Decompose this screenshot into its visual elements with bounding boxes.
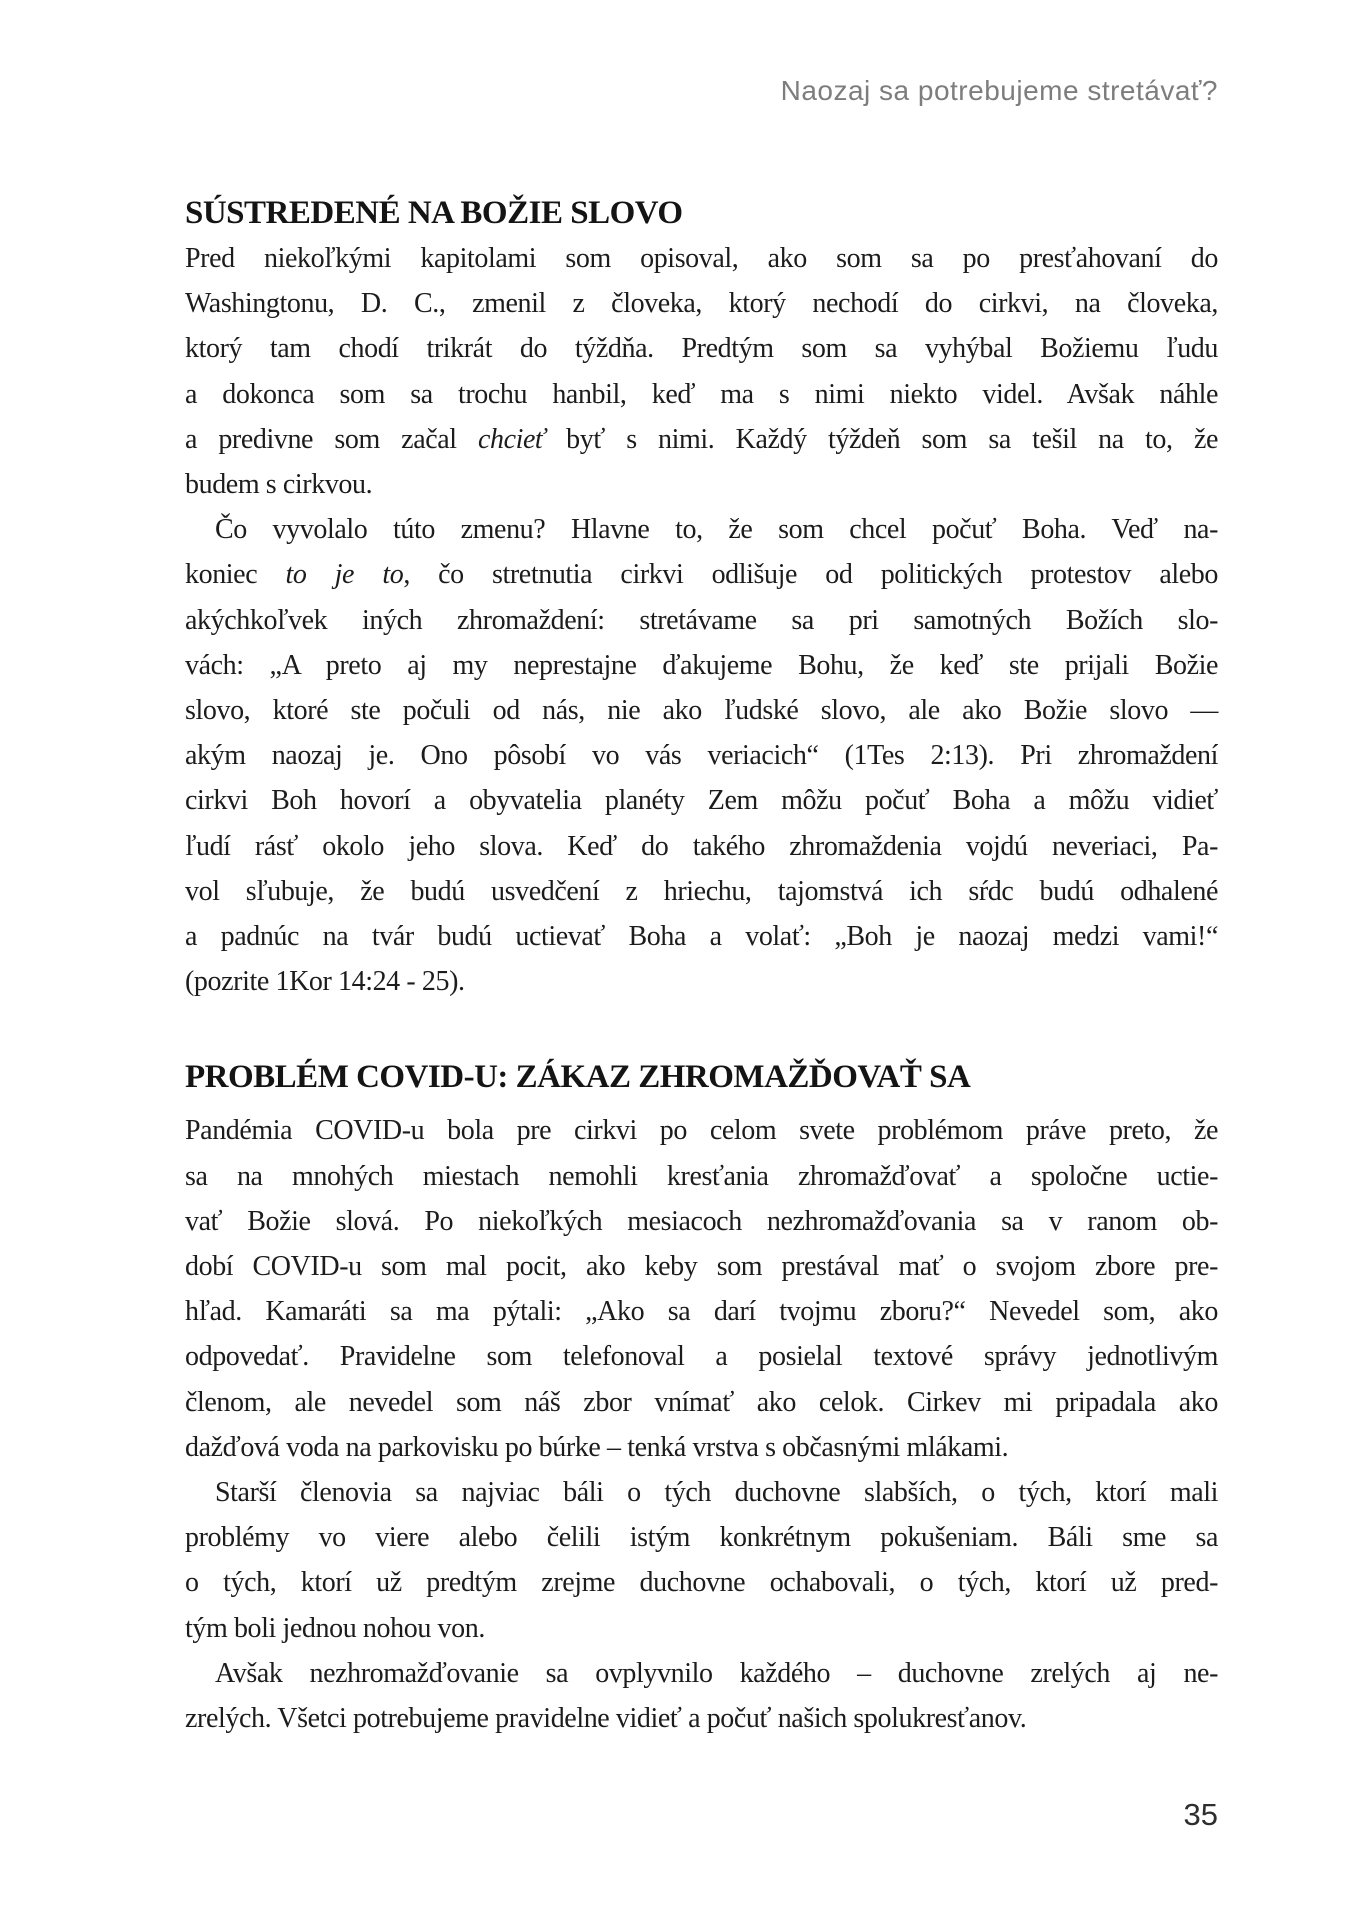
body-line: Starší členovia sa najviac báli o tých duchovne slabších, o tých, ktorí mali	[215, 1477, 1218, 1509]
running-header: Naozaj sa potrebujeme stretávať?	[780, 75, 1218, 106]
body-line: Avšak nezhromažďovanie sa ovplyvnilo každého – duchovne zrelých aj ne-	[215, 1657, 1218, 1689]
body-line: sa na mnohých miestach nemohli kresťania zhromažďovať a spoločne uctie-	[185, 1160, 1218, 1192]
body-line: vať Božie slová. Po niekoľkých mesiacoch nezhromažďovania sa v ranom ob-	[185, 1205, 1218, 1237]
section	[185, 1054, 1218, 1741]
body-line: o tých, ktorí už predtým zrejme duchovne ochabovali, o tých, ktorí už pred-	[185, 1567, 1218, 1599]
body-line: tým boli jednou nohou von.	[185, 1612, 485, 1644]
body-line: budem s cirkvou.	[185, 469, 373, 501]
body-line: Pandémia COVID-u bola pre cirkvi po celom svete problémom práve preto, že	[185, 1115, 1218, 1147]
paragraph	[185, 1108, 1218, 1470]
body-line: Čo vyvolalo túto zmenu? Hlavne to, že som chcel počuť Boha. Veď na-	[215, 514, 1218, 546]
body-line: (pozrite 1Kor 14:24 - 25).	[185, 966, 465, 998]
body-line: členom, ale nevedel som náš zbor vnímať ako celok. Cirkev mi pripadala ako	[185, 1386, 1218, 1418]
section-heading: PROBLÉM COVID-U: ZÁKAZ ZHROMAŽĎOVAŤ SA	[185, 1059, 971, 1096]
paragraph	[185, 1651, 1218, 1741]
page-number: 35	[1183, 1797, 1218, 1832]
section-heading: SÚSTREDENÉ NA BOŽIE SLOVO	[185, 195, 683, 231]
sections-container	[185, 190, 1218, 1741]
body-line: koniec to je to, čo stretnutia cirkvi odlišuje od politických protestov alebo	[185, 559, 1218, 591]
body-line: zrelých. Všetci potrebujeme pravidelne vidieť a počuť našich spolukresťanov.	[185, 1703, 1027, 1735]
body-line: dažďová voda na parkovisku po búrke – tenká vrstva s občasnými mlákami.	[185, 1431, 1009, 1463]
body-line: vách: „A preto aj my neprestajne ďakujeme Bohu, že keď ste prijali Božie	[185, 649, 1218, 681]
body-line: hľad. Kamaráti sa ma pýtali: „Ako sa darí tvojmu zboru?“ Nevedel som, ako	[185, 1296, 1218, 1328]
paragraph	[185, 1470, 1218, 1651]
body-line: Pred niekoľkými kapitolami som opisoval, ako som sa po presťahovaní do	[185, 243, 1218, 274]
body-line: akýchkoľvek iných zhromaždení: stretávame sa pri samotných Božích slo-	[185, 604, 1218, 636]
body-line: a dokonca som sa trochu hanbil, keď ma s nimi niekto videl. Avšak náhle	[185, 378, 1218, 410]
body-line: dobí COVID-u som mal pocit, ako keby som prestával mať o svojom zbore pre-	[185, 1251, 1218, 1283]
paragraph	[185, 236, 1218, 507]
body-line: odpovedať. Pravidelne som telefonoval a posielal textové správy jednotlivým	[185, 1341, 1218, 1373]
body-line: a predivne som začal chcieť byť s nimi. Každý týždeň som sa tešil na to, že	[185, 423, 1218, 455]
paragraph	[185, 507, 1218, 1004]
text-block	[185, 0, 1218, 1741]
body-line: a padnúc na tvár budú uctievať Boha a volať: „Boh je naozaj medzi vami!“	[185, 921, 1218, 953]
body-line: slovo, ktoré ste počuli od nás, nie ako ľudské slovo, ale ako Božie slovo —	[185, 695, 1218, 727]
body-line: ktorý tam chodí trikrát do týždňa. Predtým som sa vyhýbal Božiemu ľudu	[185, 333, 1218, 365]
body-line: cirkvi Boh hovorí a obyvatelia planéty Zem môžu počuť Boha a môžu vidieť	[185, 785, 1218, 817]
section	[185, 190, 1218, 1004]
body-line: Washingtonu, D. C., zmenil z človeka, ktorý nechodí do cirkvi, na človeka,	[185, 288, 1218, 320]
body-line: ľudí rásť okolo jeho slova. Keď do takého zhromaždenia vojdú neveriaci, Pa-	[185, 830, 1218, 862]
body-line: problémy vo viere alebo čelili istým konkrétnym pokušeniam. Báli sme sa	[185, 1522, 1218, 1554]
body-line: akým naozaj je. Ono pôsobí vo vás veriacich“ (1Tes 2:13). Pri zhromaždení	[185, 740, 1218, 772]
body-line: vol sľubuje, že budú usvedčení z hriechu, tajomstvá ich sŕdc budú odhalené	[185, 875, 1218, 907]
